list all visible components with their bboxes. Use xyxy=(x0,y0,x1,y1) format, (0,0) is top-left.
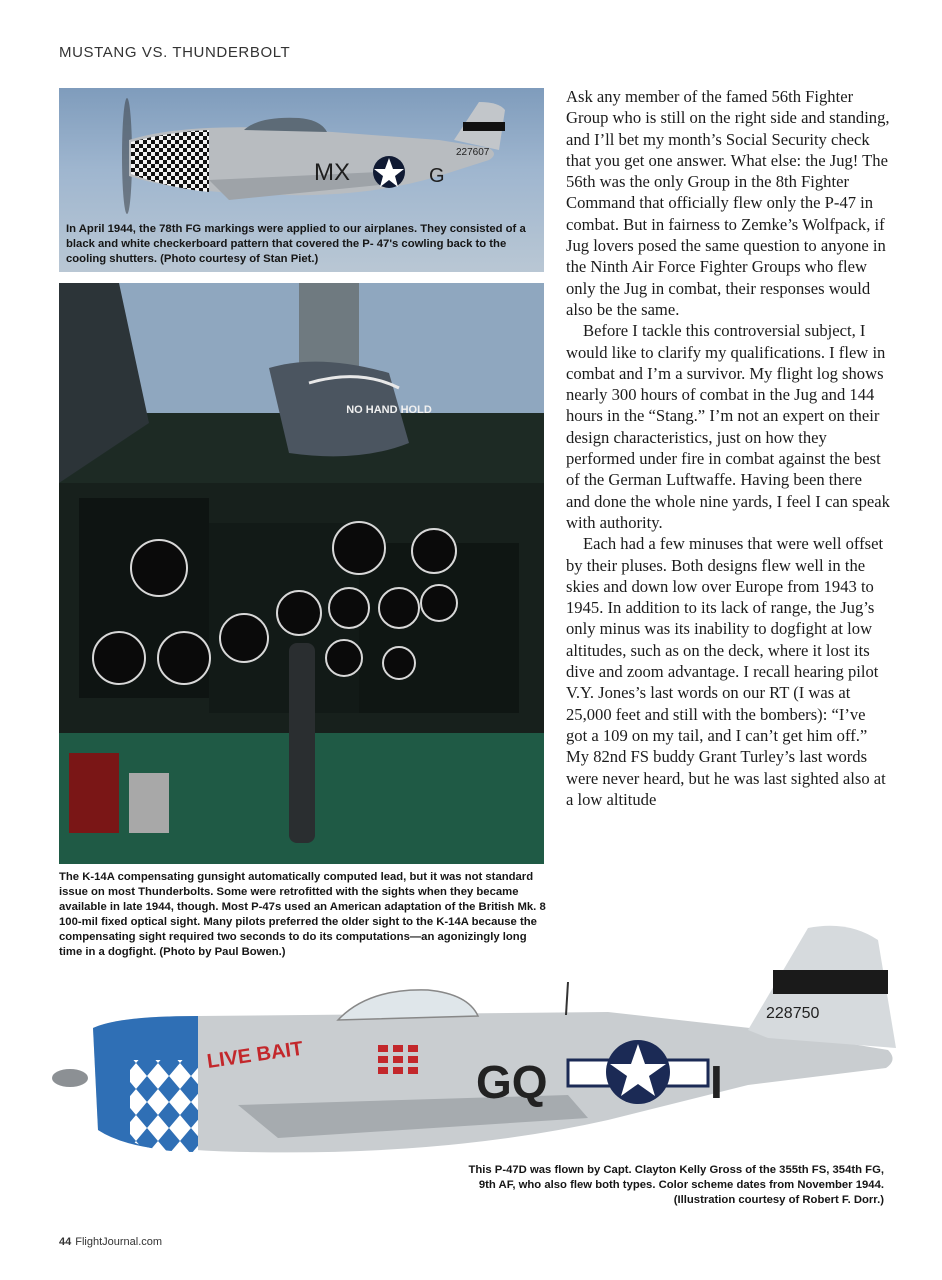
photo-caption: In April 1944, the 78th FG markings were applied to our airplanes. They consisted of a black and white checkerboard pattern that covered the P- 47's cowling back to the cooling shutters. (Photo courtesy of Stan Piet.) xyxy=(66,223,526,265)
tail-serial: 227607 xyxy=(456,147,490,158)
code-letters: GQ xyxy=(476,1056,548,1108)
cockpit-icon xyxy=(59,283,544,864)
p47d-aircraft-icon xyxy=(48,920,896,1170)
tail-serial: 228750 xyxy=(766,1005,820,1022)
gunsight-placard: NO HAND HOLD xyxy=(346,404,432,416)
article-paragraph: Each had a few minuses that were well offset by their pluses. Both designs flew well in the skies and down low over Europe from 1943 to 1945. In addition to its lack of range, the Jug’s only minus was its inability to dogfight at low altitudes, such as on the deck, where it lost its dive and zoom advantage. I recall hearing pilot V.Y. Jones’s last words on our RT (I was at 25,000 feet and still with the bombers): “I’ve got a 109 on my tail, and I can’t get him off.” My 82nd FS buddy Grant Turley’s last words were never heard, but he was last sighted also at a low altitude xyxy=(566,534,886,809)
p47d-profile-illustration xyxy=(48,920,896,1170)
p47-checkerboard-photo xyxy=(59,88,544,272)
site-name: FlightJournal.com xyxy=(75,1236,163,1248)
article-paragraph: Before I tackle this controversial subject, I would like to clarify my qualifications. I flew in combat and I’m a survivor. My flight log shows nearly 300 hours of combat in the Jug and 144 hours in the “Stang.” I’m not an expert on their design characteristics, just on how they performed under fire in combat against the best of the German Luftwaffe. Having been there and done the whole nine yards, I feel I can speak with authority. xyxy=(566,321,890,532)
cockpit-caption: The K-14A compensating gunsight automatically computed lead, but it was not standard issue on most Thunderbolts. Some were retrofitted with the sights when they became available in late 1944, though. Most P-47s used an American adaptation of the British Mk. 8 100-mil fixed optical sight. Many pilots preferred the older sight to the K-14A because the compensating sight required two seconds to do its computations—an agonizingly long time in a dogfight. (Photo by Paul Bowen.) xyxy=(59,871,546,958)
code-letter-right: I xyxy=(710,1056,723,1108)
article-body xyxy=(566,86,890,810)
cockpit-gunsight-photo xyxy=(59,283,544,864)
illustration-caption: This P-47D was flown by Capt. Clayton Kelly Gross of the 355th FS, 354th FG, 9th AF, who also flew both types. Color scheme dates from November 1944. (Illustration courtesy of Robert F. Dorr.) xyxy=(468,1164,884,1206)
page-folio xyxy=(59,1236,162,1248)
page-number: 44 xyxy=(59,1236,72,1248)
article-paragraph: Ask any member of the famed 56th Fighter Group who is still on the right side and standing, and I’ll bet my month’s Social Security check that you get one answer. What else: the Jug! The 56th was the only Group in the 8th Fighter Command that officially flew only the P-47 in combat. But in fairness to Zemke’s Wolfpack, if Jug lovers posed the same question to anyone in the Ninth Air Force Fighter Groups who flew only the Jug in combat, their responses would also be the same. xyxy=(566,87,890,319)
unit-letter: G xyxy=(429,165,445,187)
running-head: MUSTANG VS. THUNDERBOLT xyxy=(59,44,291,61)
code-letters: MX xyxy=(314,159,350,186)
nose-art: LIVE BAIT xyxy=(205,1037,305,1073)
